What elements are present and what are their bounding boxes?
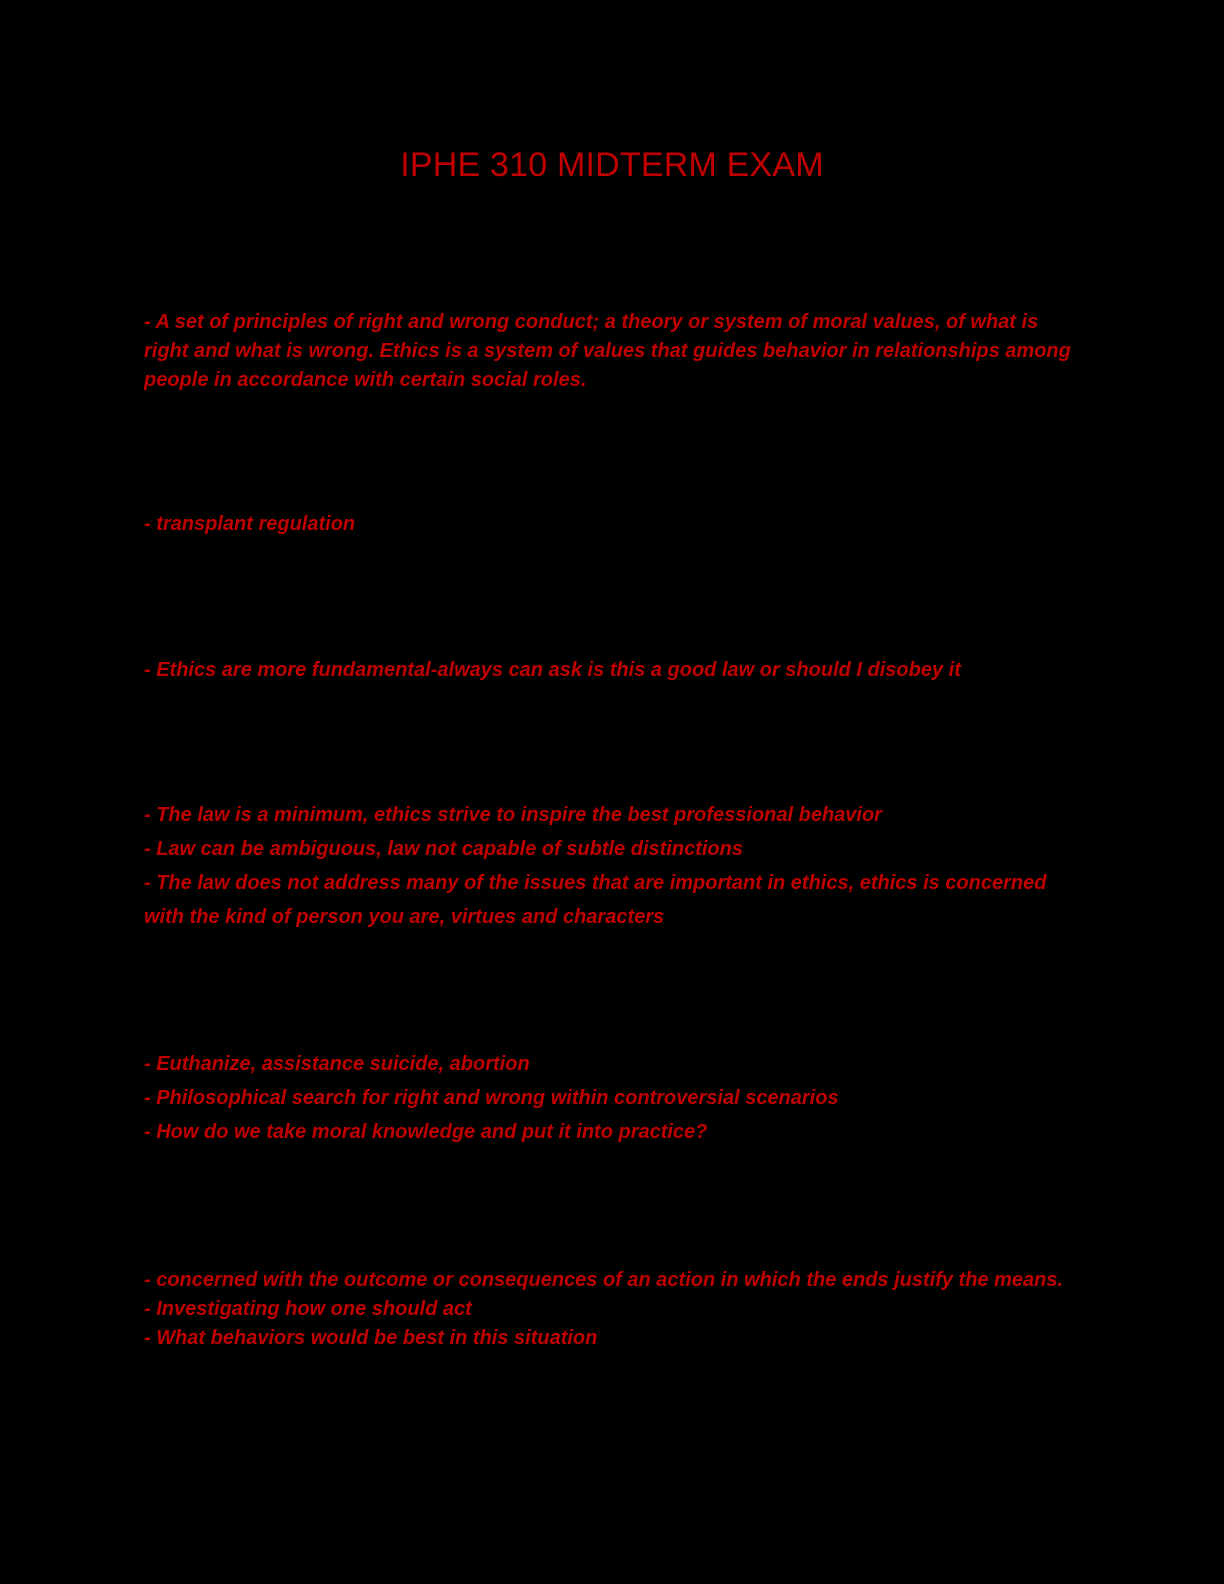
- answer-line: - The law does not address many of the issues that are important in ethics, ethics is concerned with the kind of person you are, virtues and characters: [144, 872, 1047, 928]
- answer-line: - How do we take moral knowledge and put it into practice?: [144, 1121, 708, 1143]
- document-title: IPHE 310 MIDTERM EXAM: [400, 146, 824, 184]
- answer-line: - The law is a minimum, ethics strive to inspire the best professional behavior: [144, 804, 882, 826]
- answer-line: - What behaviors would be best in this situation: [144, 1327, 598, 1349]
- answer-block-5: [144, 1047, 1084, 1149]
- answer-line: - Philosophical search for right and wrong within controversial scenarios: [144, 1087, 839, 1109]
- answer-line: - A set of principles of right and wrong conduct; a theory or system of moral values, of what is right and what is wrong. Ethics is a system of values that guides behavior in relationships among people in accordance with certain social roles.: [144, 311, 1071, 391]
- answer-line: - Euthanize, assistance suicide, abortion: [144, 1053, 530, 1075]
- answer-line: - concerned with the outcome or consequences of an action in which the ends justify the means.: [144, 1269, 1064, 1291]
- answer-line: - Ethics are more fundamental-always can ask is this a good law or should I disobey it: [144, 659, 961, 681]
- answer-block-2: [144, 510, 1084, 539]
- answer-line: - Investigating how one should act: [144, 1298, 472, 1320]
- answer-block-3: [144, 656, 1084, 685]
- answer-block-6: [144, 1266, 1084, 1353]
- answer-block-4: [144, 798, 1084, 934]
- answer-line: - Law can be ambiguous, law not capable of subtle distinctions: [144, 838, 743, 860]
- answer-line: - transplant regulation: [144, 513, 356, 535]
- answer-block-1: [144, 308, 1084, 395]
